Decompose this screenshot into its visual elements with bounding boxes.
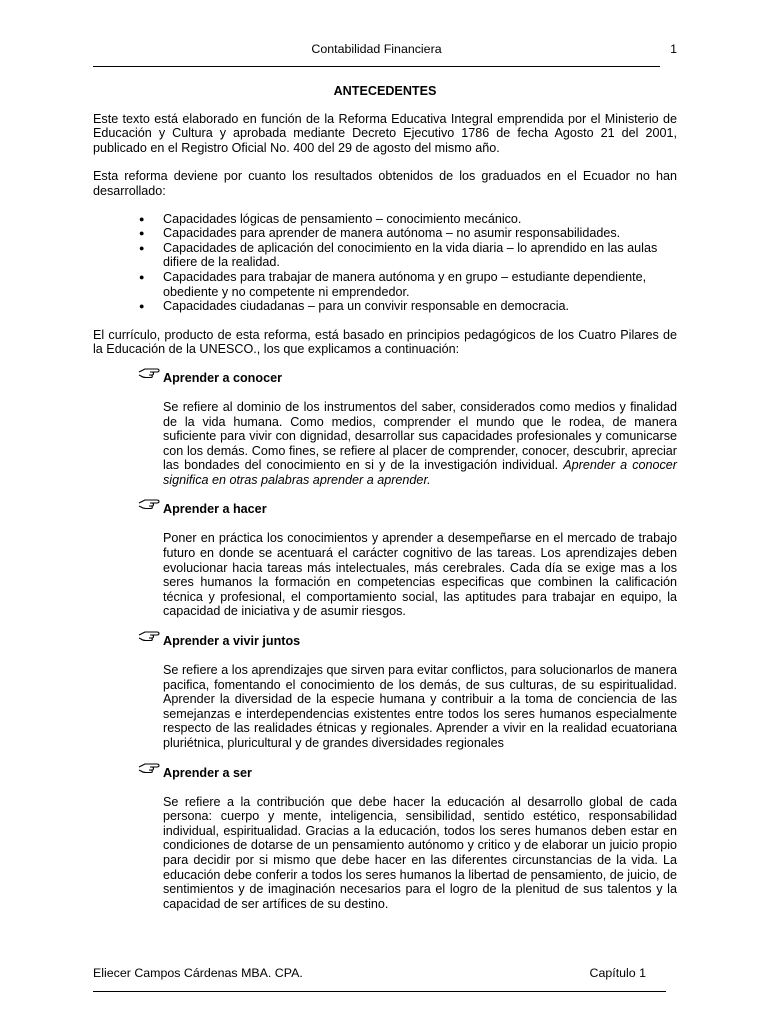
bullet-icon: ● <box>139 301 145 312</box>
pillar-title: Aprender a vivir juntos <box>163 634 301 649</box>
bullet-icon: ● <box>139 242 145 253</box>
list-item: ● Capacidades ciudadanas – para un convivir responsable en democracia. <box>139 299 570 314</box>
pillar-title: Aprender a ser <box>163 765 252 780</box>
pillar-emphasis: Aprender a conocer significa en otras palabras aprender a aprender. <box>163 458 678 487</box>
footer-chapter: Capítulo 1 <box>589 966 646 980</box>
pillar-text: Se refiere a la contribución que debe hacer la educación al desarrollo global de cada persona: cuerpo y mente, inteligencia, sensibilidad, sentido estético, responsabilidad individual, espiritualidad. Gracias a la educación, todos los seres humanos deben estar en condiciones de dotarse de un pensamiento autónomo y critico y de elaborar un juicio propio para decidir por si mismo que debe hacer en las diferentes circunstancias de la vida. La educación debe conferir a todos los seres humanos la libertad de pensamiento, de juicio, de sentimientos y de imaginación necesarios para el logro de la plenitud de sus talentos y la capacidad de ser artífices de su destino. <box>163 794 677 911</box>
document-body <box>93 84 677 926</box>
bullet-icon: ● <box>139 271 145 282</box>
intro-paragraph: Este texto está elaborado en función de la Reforma Educativa Integral emprendida por el Ministerio de Educación y Cultura y aprobada mediante Decreto Ejecutivo 1786 de fecha Agosto 21 del 2001, publicado en el Registro Oficial No. 400 del 29 de agosto del mismo año. <box>93 111 677 155</box>
curriculum-paragraph: El currículo, producto de esta reforma, está basado en principios pedagógicos de los Cuatro Pilares de la Educación de la UNESCO., los que explicamos a continuación: <box>93 327 677 357</box>
header-title: Contabilidad Financiera <box>311 42 442 56</box>
pillar-text: Se refiere al dominio de los instrumentos del saber, considerados como medios y finalidad de la vida humana. Como medios, comprender el mundo que le rodea, de manera suficiente para vivir con dignidad, desarrollar sus capacidades profesionales y comunicarse con los demás. Como fines, se refiere al placer de comprender, conocer, descubrir, apreciar las bondades del conocimiento en si y de la investigación individual. Aprender a conocer significa en otras palabras aprender a aprender. <box>163 399 678 487</box>
page-number: 1 <box>670 42 677 56</box>
footer-author: Eliecer Campos Cárdenas MBA. CPA. <box>93 966 303 980</box>
pillar-aprender-a-conocer <box>93 371 677 488</box>
list-item: ● Capacidades lógicas de pensamiento – conocimiento mecánico. <box>139 211 522 226</box>
pillar-aprender-a-hacer <box>93 502 677 619</box>
bullet-icon: ● <box>139 228 145 239</box>
pointing-hand-icon <box>138 497 160 511</box>
capacities-list <box>93 212 677 314</box>
page-footer <box>93 962 666 992</box>
bullet-icon: ● <box>139 213 145 224</box>
list-item: ● Capacidades para aprender de manera autónoma – no asumir responsabilidades. <box>139 226 621 241</box>
reform-paragraph: Esta reforma deviene por cuanto los resultados obtenidos de los graduados en el Ecuador no han desarrollado: <box>93 169 677 198</box>
pillar-title: Aprender a hacer <box>163 502 267 517</box>
pointing-hand-icon <box>138 629 160 643</box>
pillar-text: Se refiere a los aprendizajes que sirven para evitar conflictos, para solucionarlos de manera pacifica, fomentando el conocimiento de los demás, de sus culturas, de su espiritualidad. Aprender la diversidad de la especie humana y contribuir a la toma de conciencia de las semejanzas e interdependencias existentes entre todos los seres humanos especialmente respecto de las realidades étnicas y regionales. Aprender a vivir en la realidad ecuatoriana pluriétnica, pluricultural y de grandes diversidades regionales <box>163 663 677 750</box>
section-heading: ANTECEDENTES <box>333 84 437 98</box>
pillar-aprender-a-ser <box>93 766 677 912</box>
pointing-hand-icon <box>138 761 160 775</box>
page-header <box>93 40 677 67</box>
pillar-text: Poner en práctica los conocimientos y aprender a desempeñarse en el mercado de trabajo futuro en donde se acentuará el carácter cognitivo de las tareas. Los aprendizajes deben evolucionar hacia tareas más intelectuales, más cerebrales. Cada día se exige mas a los seres humanos la formación en competencias especificas que combinen la calificación técnica y profesional, el comportamiento social, las aptitudes para trabajar en equipo, la capacidad de iniciativa y de asumir riesgos. <box>163 531 677 619</box>
list-item: ● Capacidades para trabajar de manera autónoma y en grupo – estudiante dependiente, obediente y no competente ni emprendedor. <box>139 269 647 299</box>
list-item: ● Capacidades de aplicación del conocimiento en la vida diaria – lo aprendido en las aulas difiere de la realidad. <box>139 240 658 270</box>
pointing-hand-icon <box>138 366 160 380</box>
pillar-aprender-a-vivir-juntos <box>93 634 677 751</box>
pillar-title: Aprender a conocer <box>163 370 282 385</box>
